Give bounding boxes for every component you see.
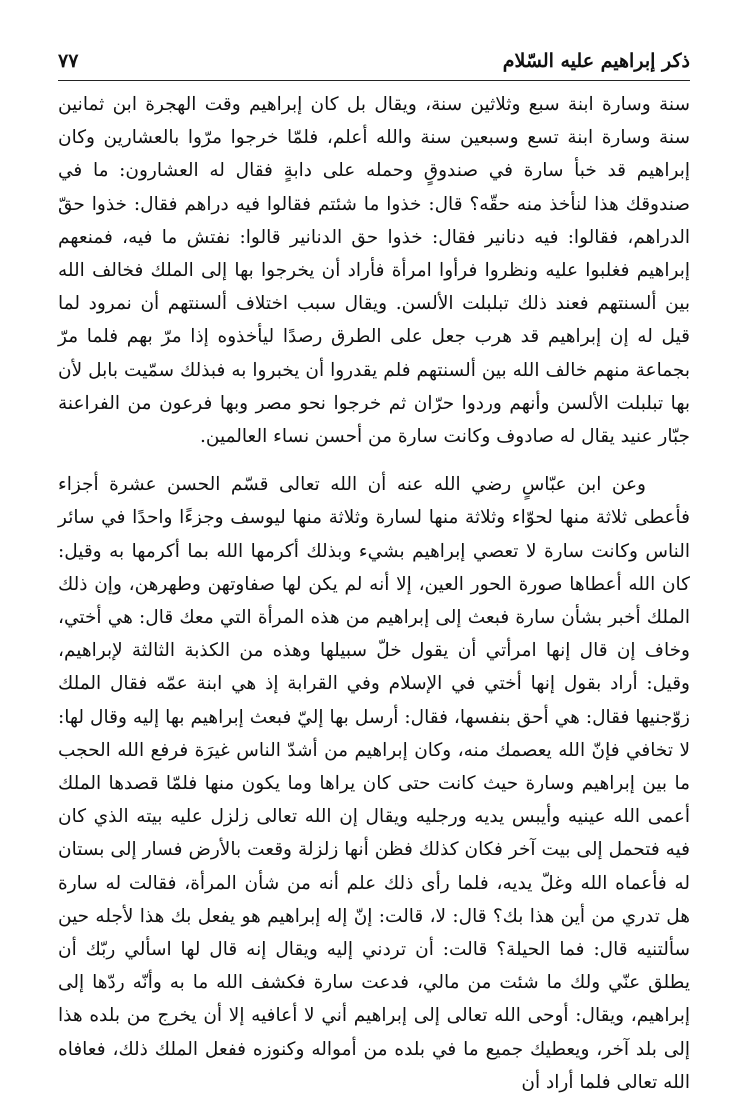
chapter-title: ذكر إبراهيم عليه السّلام [502, 50, 690, 72]
running-header [58, 32, 690, 72]
page-number: ٧٧ [58, 50, 79, 72]
header-rule [58, 80, 690, 81]
paragraph: سنة وسارة ابنة سبع وثلاثين سنة، ويقال بل كان إبراهيم وقت الهجرة ابن ثمانين سنة وسارة ابنة تسع وسبعين سنة والله أعلم، فلمّا خرجوا مرّوا بالعشارين وكان إبراهيم قد خبأ سارة في صندوقٍ وحمله على دابةٍ فقال له العشارون: ما في صندوقك هذا لنأخذ منه حقّه؟ قال: خذوا ما شئتم فقالوا فيه دراهم فقال: خذوا حقّ الدراهم، فقالوا: فيه دنانير فقال: خذوا حق الدنانير قالوا: نفتش ما فيه، فمنعهم إبراهيم فغلبوا عليه ونظروا فرأوا امرأة فأراد أن يخرجوا بها إلى الملك فخالف الله بين ألسنتهم فعند ذلك تبلبلت الألسن. ويقال سبب اختلاف ألسنتهم أن نمرود لما قيل له إن إبراهيم قد هرب جعل على الطرق رصدًا ليأخذوه إذا مرّ بهم فلما مرّ بجماعة منهم خالف الله بين ألسنتهم فلم يقدروا أن يخبروا به فبذلك سمّيت بابل لأن بها تبلبلت الألسن وأنهم وردوا حرّان ثم خرجوا نحو مصر وبها فرعون من الفراعنة جبّار عنيد يقال له صادوف وكانت سارة من أحسن نساء العالمين. [58, 94, 690, 448]
body-text [58, 88, 690, 1099]
paragraph: وعن ابن عبّاسٍ رضي الله عنه أن الله تعالى قسّم الحسن عشرة أجزاء فأعطى ثلاثة منها لحوّاء وثلاثة منها لسارة وثلاثة منها ليوسف وجزءًا واحدًا في سائر الناس وكانت سارة لا تعصي إبراهيم بشيء وبذلك أكرمها الله بما أكرمها به وقيل: كان الله أعطاها صورة الحور العين، إلا أنه لم يكن لها صفاوتهن وطهرهن، وإن ذلك الملك أخبر بشأن سارة فبعث إلى إبراهيم من هذه المرأة التي معك قال: هي أختي، وخاف إن قال إنها امرأتي أن يقول خلّ سبيلها وهذه من الكذبة الثالثة لإبراهيم، وقيل: أراد بقول إنها أختي في الإسلام وفي القرابة إذ هي ابنة عمّه فقال الملك زوّجنيها فقال: هي أحق بنفسها، فقال: أرسل بها إليّ فبعث إبراهيم بها إليه وقال لها: لا تخافي فإنّ الله يعصمك منه، وكان إبراهيم من أشدّ الناس غيرَة فرفع الله الحجب ما بين إبراهيم وسارة حيث كانت حتى كان يراها وما يكون منها فلمّا قصدها الملك أعمى الله عينيه وأيبس يديه ورجليه ويقال إن الله تعالى زلزل عليه بيته الذي كان فيه فتحمل إلى بيت آخر فكان كذلك فظن أنها زلزلة وقعت بالأرض فسار إلى بستان له فأعماه الله وغلّ يديه، فلما رأى ذلك علم أنه من شأن المرأة، فقالت له سارة هل تدري من أين هذا بك؟ قال: لا، قالت: إنّ إله إبراهيم هو يفعل بك هذا لأجله حين سألتنيه قال: فما الحيلة؟ قالت: أن تردني إليه ويقال إنه قال لها اسألي ربّك أن يطلق عنّي ولك ما شئت من مالي، فدعت سارة فكشف الله ما به وأنّه ردّها إلى إبراهيم، ويقال: أوحى الله تعالى إلى إبراهيم أني لا أعافيه إلا أن يخرج من بلده هذا إلى بلد آخر، ويعطيك جميع ما في بلده من أمواله وكنوزه ففعل الملك ذلك، فعافاه الله تعالى فلما أراد أن [58, 474, 690, 1093]
